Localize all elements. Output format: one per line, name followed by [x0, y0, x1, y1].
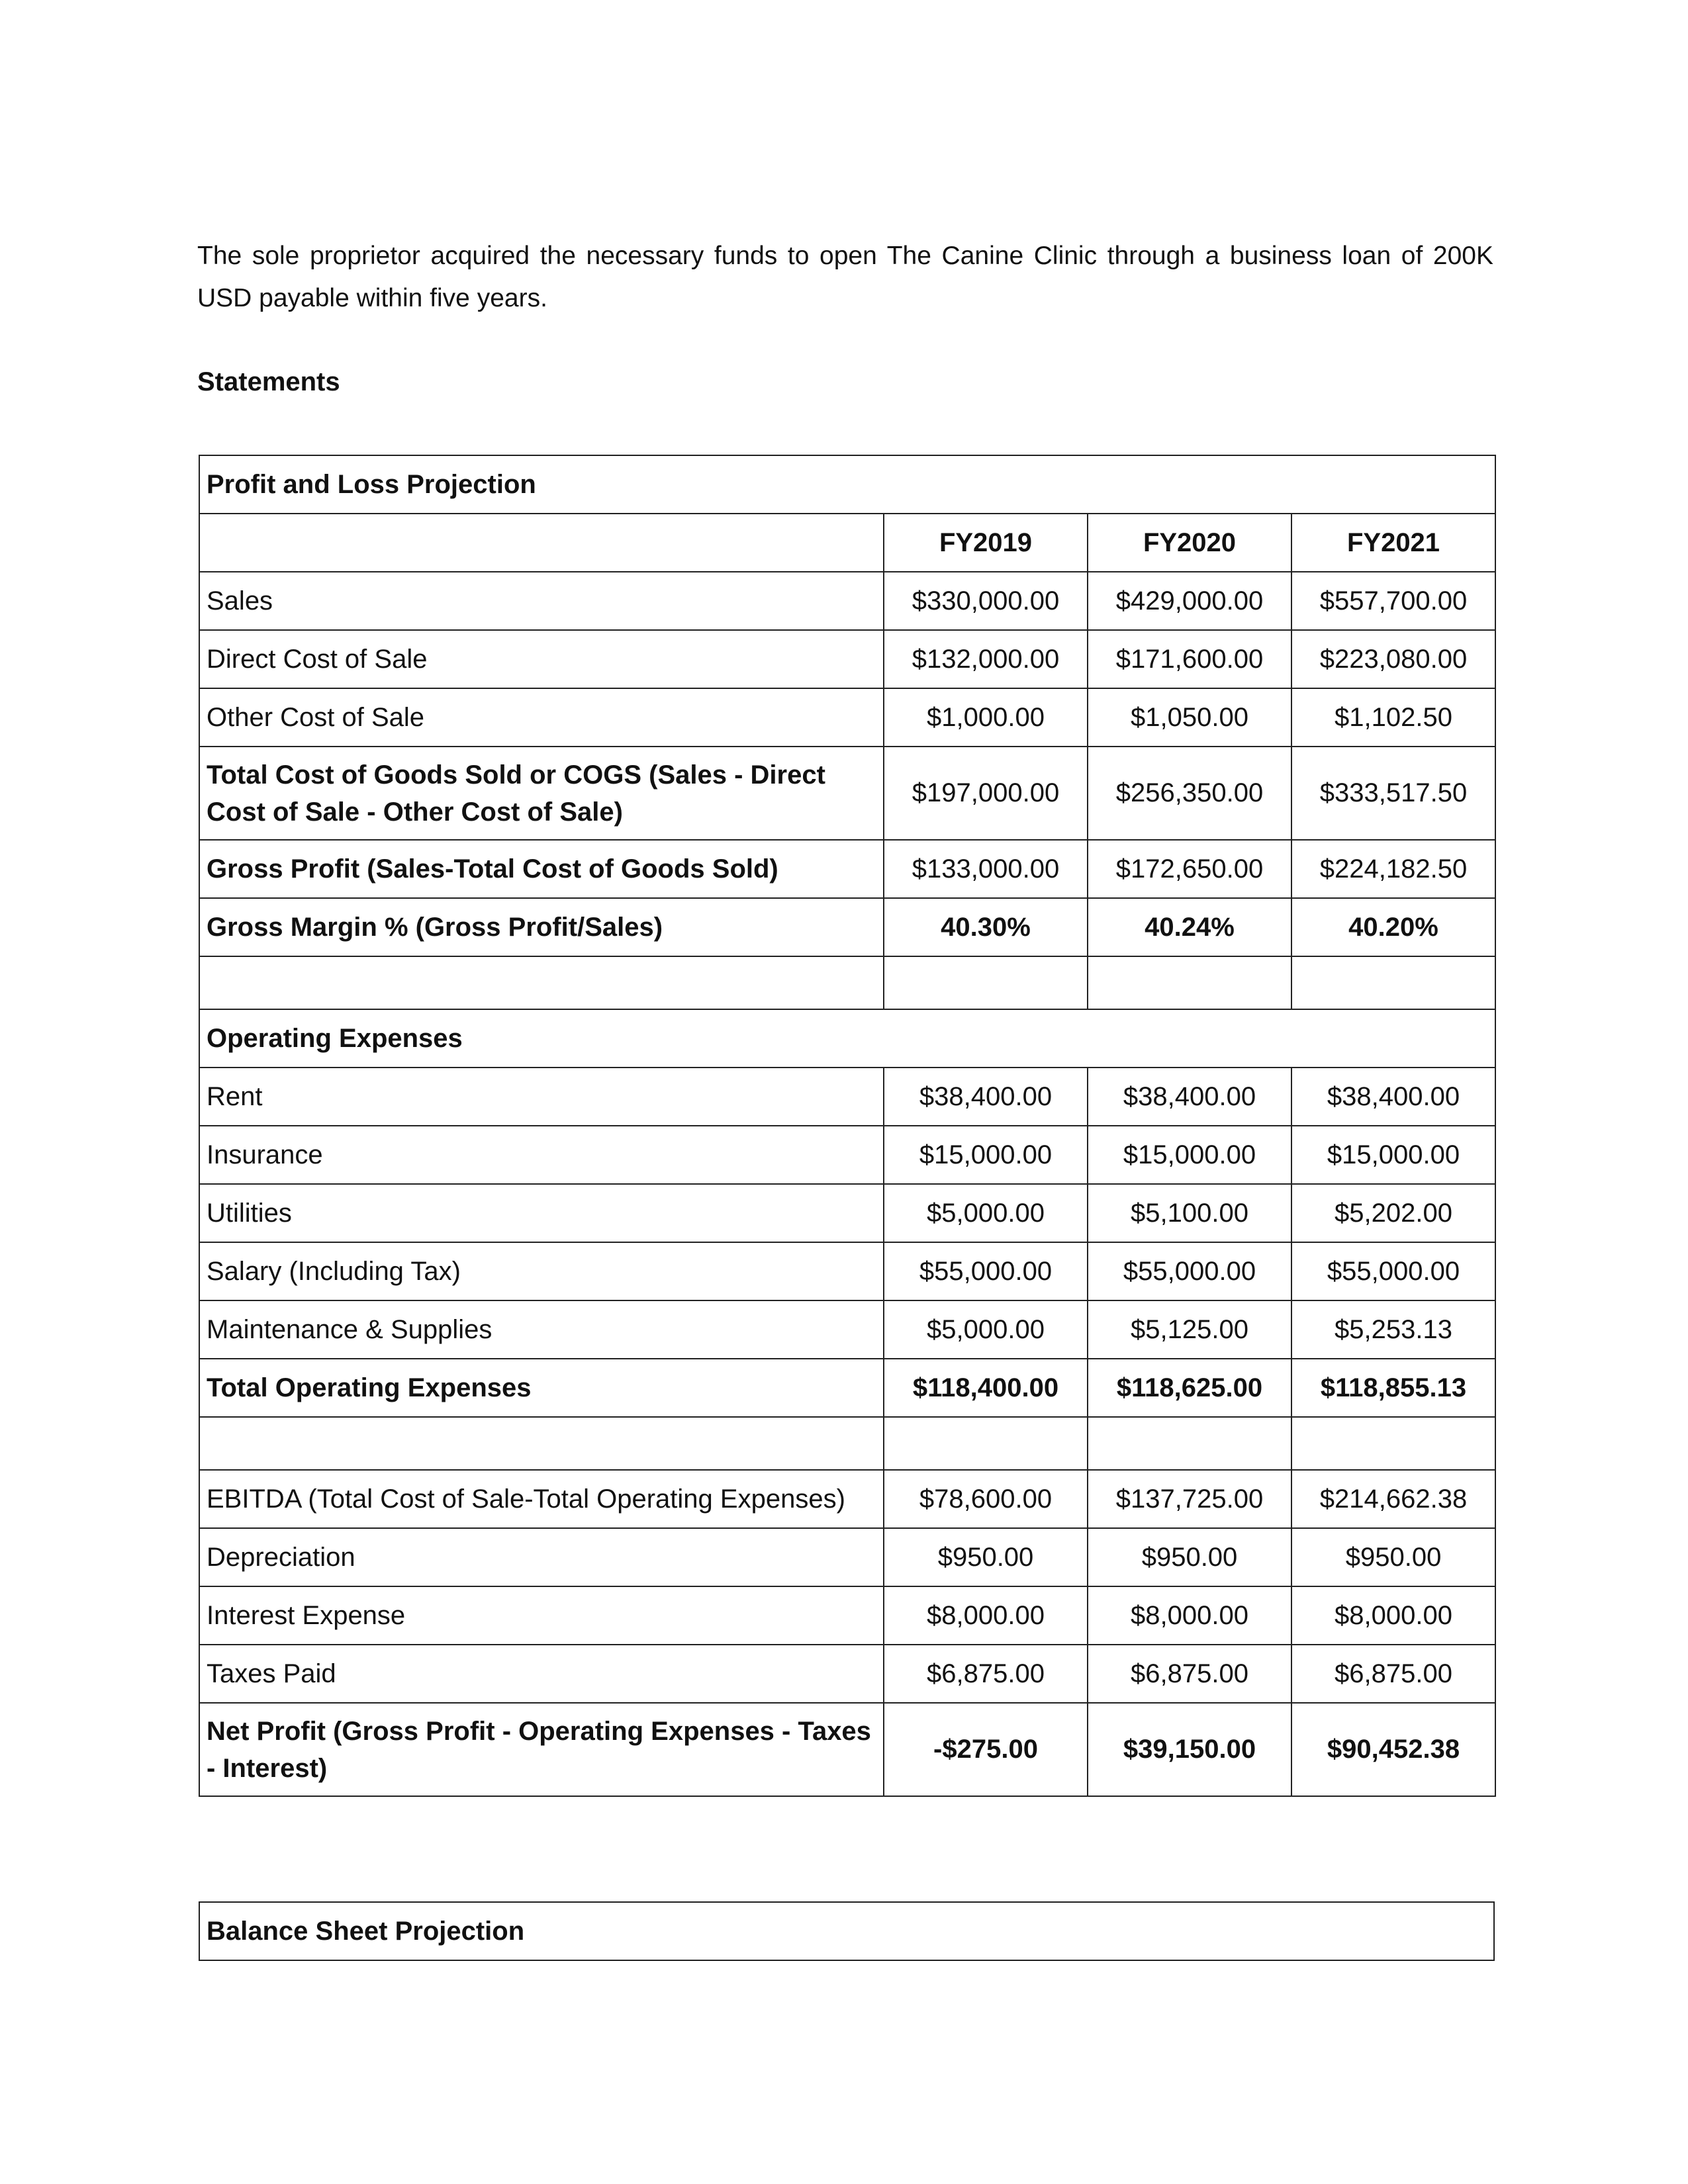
table-row — [199, 1126, 1495, 1184]
value-cell: $90,452.38 — [1291, 1703, 1495, 1796]
value-cell: $38,400.00 — [1291, 1068, 1495, 1126]
column-header-fy2021: FY2021 — [1291, 514, 1495, 572]
value-cell: $5,125.00 — [1088, 1300, 1291, 1359]
value-cell: $118,625.00 — [1088, 1359, 1291, 1417]
table-row — [199, 747, 1495, 840]
value-cell: $55,000.00 — [884, 1242, 1088, 1300]
value-cell: $38,400.00 — [1088, 1068, 1291, 1126]
value-cell: $1,050.00 — [1088, 688, 1291, 747]
section-title-row — [199, 1009, 1495, 1068]
blank-row — [199, 1417, 1495, 1470]
table-row — [199, 840, 1495, 898]
table-row — [199, 1068, 1495, 1126]
row-label: Taxes Paid — [199, 1645, 884, 1703]
blank-cell — [199, 956, 884, 1009]
value-cell: $55,000.00 — [1291, 1242, 1495, 1300]
value-cell: $5,000.00 — [884, 1184, 1088, 1242]
row-label: Gross Profit (Sales-Total Cost of Goods Sold) — [199, 840, 884, 898]
value-cell: $330,000.00 — [884, 572, 1088, 630]
blank-cell — [1291, 1417, 1495, 1470]
value-cell: $133,000.00 — [884, 840, 1088, 898]
table-row — [199, 572, 1495, 630]
table-title-row — [199, 455, 1495, 514]
value-cell: $8,000.00 — [884, 1586, 1088, 1645]
value-cell: $15,000.00 — [884, 1126, 1088, 1184]
row-label: Gross Margin % (Gross Profit/Sales) — [199, 898, 884, 956]
section-heading: Statements — [197, 367, 340, 396]
value-cell: $6,875.00 — [1088, 1645, 1291, 1703]
value-cell: $214,662.38 — [1291, 1470, 1495, 1528]
table-row — [199, 688, 1495, 747]
value-cell: $5,202.00 — [1291, 1184, 1495, 1242]
value-cell: $256,350.00 — [1088, 747, 1291, 840]
table-row — [199, 1184, 1495, 1242]
profit-loss-table — [199, 455, 1496, 1797]
row-label: Interest Expense — [199, 1586, 884, 1645]
value-cell: $118,855.13 — [1291, 1359, 1495, 1417]
value-cell: $950.00 — [1291, 1528, 1495, 1586]
balance-sheet-table — [199, 1901, 1495, 1961]
value-cell: $118,400.00 — [884, 1359, 1088, 1417]
value-cell: $38,400.00 — [884, 1068, 1088, 1126]
value-cell: $557,700.00 — [1291, 572, 1495, 630]
value-cell: 40.30% — [884, 898, 1088, 956]
value-cell: $224,182.50 — [1291, 840, 1495, 898]
balance-sheet-title: Balance Sheet Projection — [199, 1902, 1494, 1960]
table-row — [199, 1359, 1495, 1417]
table-row — [199, 1703, 1495, 1796]
blank-cell — [1088, 1417, 1291, 1470]
blank-row — [199, 956, 1495, 1009]
row-label: Depreciation — [199, 1528, 884, 1586]
value-cell: -$275.00 — [884, 1703, 1088, 1796]
table-row — [199, 1645, 1495, 1703]
row-label: Sales — [199, 572, 884, 630]
row-label: Total Cost of Goods Sold or COGS (Sales - Direct Cost of Sale - Other Cost of Sale) — [199, 747, 884, 840]
value-cell: $950.00 — [884, 1528, 1088, 1586]
row-label: Total Operating Expenses — [199, 1359, 884, 1417]
table-row — [199, 1528, 1495, 1586]
value-cell: $137,725.00 — [1088, 1470, 1291, 1528]
column-header-fy2020: FY2020 — [1088, 514, 1291, 572]
blank-cell — [884, 956, 1088, 1009]
row-label: Maintenance & Supplies — [199, 1300, 884, 1359]
value-cell: 40.24% — [1088, 898, 1291, 956]
value-cell: $1,102.50 — [1291, 688, 1495, 747]
value-cell: $132,000.00 — [884, 630, 1088, 688]
row-label: Utilities — [199, 1184, 884, 1242]
value-cell: $6,875.00 — [884, 1645, 1088, 1703]
value-cell: $223,080.00 — [1291, 630, 1495, 688]
value-cell: $5,253.13 — [1291, 1300, 1495, 1359]
operating-expenses-title: Operating Expenses — [199, 1009, 1495, 1068]
table-row — [199, 1300, 1495, 1359]
table-title-row — [199, 1902, 1494, 1960]
profit-loss-title: Profit and Loss Projection — [199, 455, 1495, 514]
column-header-row — [199, 514, 1495, 572]
row-label: Salary (Including Tax) — [199, 1242, 884, 1300]
row-label: EBITDA (Total Cost of Sale-Total Operating Expenses) — [199, 1470, 884, 1528]
header-empty-cell — [199, 514, 884, 572]
value-cell: $197,000.00 — [884, 747, 1088, 840]
value-cell: $950.00 — [1088, 1528, 1291, 1586]
table-row — [199, 630, 1495, 688]
blank-cell — [1291, 956, 1495, 1009]
blank-cell — [884, 1417, 1088, 1470]
row-label: Other Cost of Sale — [199, 688, 884, 747]
value-cell: $5,000.00 — [884, 1300, 1088, 1359]
table-row — [199, 1242, 1495, 1300]
row-label: Net Profit (Gross Profit - Operating Expenses - Taxes - Interest) — [199, 1703, 884, 1796]
blank-cell — [199, 1417, 884, 1470]
table-row — [199, 898, 1495, 956]
value-cell: $78,600.00 — [884, 1470, 1088, 1528]
value-cell: $15,000.00 — [1088, 1126, 1291, 1184]
value-cell: $429,000.00 — [1088, 572, 1291, 630]
value-cell: 40.20% — [1291, 898, 1495, 956]
blank-cell — [1088, 956, 1291, 1009]
value-cell: $5,100.00 — [1088, 1184, 1291, 1242]
value-cell: $8,000.00 — [1088, 1586, 1291, 1645]
column-header-fy2019: FY2019 — [884, 514, 1088, 572]
table-row — [199, 1586, 1495, 1645]
row-label: Direct Cost of Sale — [199, 630, 884, 688]
value-cell: $6,875.00 — [1291, 1645, 1495, 1703]
value-cell: $171,600.00 — [1088, 630, 1291, 688]
table-row — [199, 1470, 1495, 1528]
value-cell: $15,000.00 — [1291, 1126, 1495, 1184]
row-label: Insurance — [199, 1126, 884, 1184]
value-cell: $8,000.00 — [1291, 1586, 1495, 1645]
value-cell: $333,517.50 — [1291, 747, 1495, 840]
value-cell: $55,000.00 — [1088, 1242, 1291, 1300]
value-cell: $172,650.00 — [1088, 840, 1291, 898]
intro-paragraph: The sole proprietor acquired the necessary funds to open The Canine Clinic through a business loan of 200K USD payable within five years. — [197, 242, 1493, 312]
row-label: Rent — [199, 1068, 884, 1126]
value-cell: $39,150.00 — [1088, 1703, 1291, 1796]
value-cell: $1,000.00 — [884, 688, 1088, 747]
